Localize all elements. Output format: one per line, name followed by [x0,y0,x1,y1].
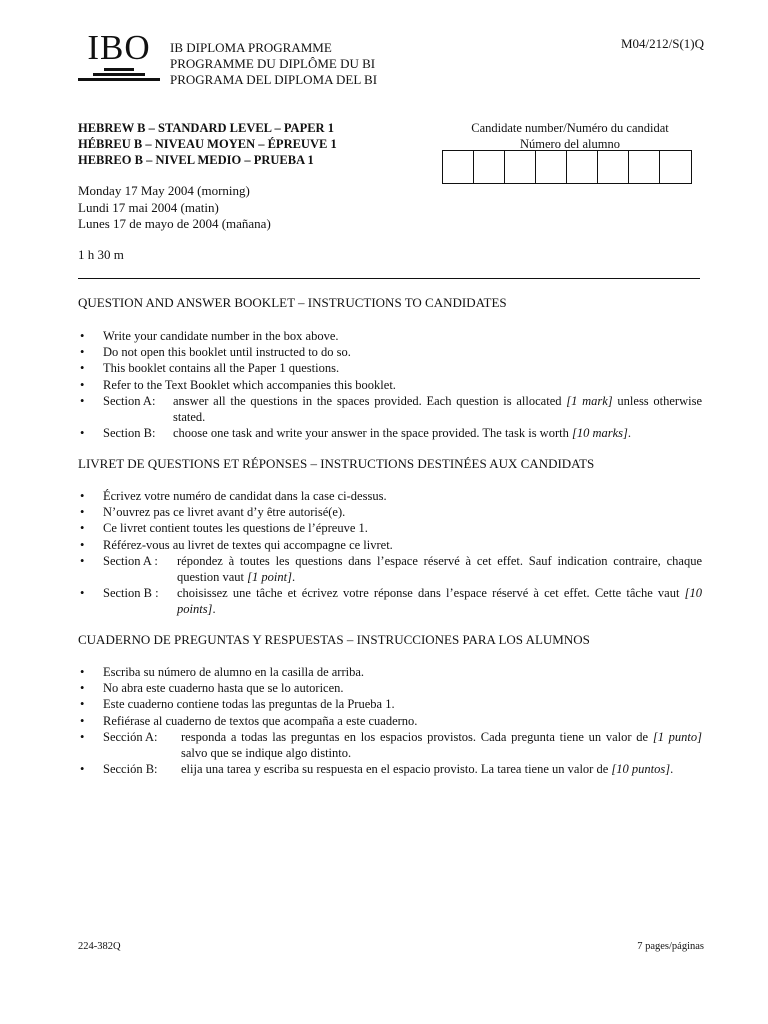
divider-rule [78,278,700,279]
list-item: • Refer to the Text Booklet which accompanies this booklet. [78,377,702,393]
section-a-text: répondez à toutes les questions dans l’espace réservé à cet effet. Sauf indication contraire, chaque question vaut [177,553,702,585]
programme-line-fr: PROGRAMME DU DIPLÔME DU BI [170,56,376,71]
section-b-text: choisissez une tâche et écrivez votre réponse dans l’espace réservé à cet effet. Cette tâche vaut [177,586,680,601]
logo-bars [78,68,160,81]
english-instructions-list [78,328,702,441]
spanish-instructions-title: CUADERNO DE PREGUNTAS Y RESPUESTAS – INSTRUCCIONES PARA LOS ALUMNOS [78,632,590,647]
candidate-label-line1: Candidate number/Numéro du candidat [471,121,669,135]
footer-page-count: 7 pages/páginas [637,941,704,952]
candidate-number-boxes[interactable] [442,150,692,184]
list-item: • This booklet contains all the Paper 1 questions. [78,360,702,376]
section-a-after: salvo que se indique algo distinto. [181,746,352,761]
candidate-number-label [440,120,700,152]
logo-text: IBO [87,28,151,67]
list-item [78,761,702,777]
list-item: • Écrivez votre numéro de candidat dans la case ci-dessus. [78,488,702,504]
section-b-mark: [10 puntos] [611,762,671,777]
footer-code: 224-382Q [78,941,121,952]
section-b-text: elija una tarea y escriba su respuesta en el espacio provisto. La tarea tiene un valor de [181,762,609,777]
list-item: • Ce livret contient toutes les questions de l’épreuve 1. [78,520,702,536]
candidate-digit-box[interactable] [505,151,536,183]
ibo-logo [78,30,160,83]
list-item [78,729,702,761]
section-a-text: responda a todas las preguntas en los espacios provistos. Cada pregunta tiene un valor de [181,729,649,744]
date-line-es: Lunes 17 de mayo de 2004 (mañana) [78,216,271,231]
spanish-instructions-list [78,664,702,777]
list-item: • No abra este cuaderno hasta que se lo autoricen. [78,680,702,696]
section-b-text: choose one task and write your answer in the space provided. The task is worth [173,426,569,441]
french-instructions-list [78,488,702,618]
list-item [78,393,702,425]
candidate-digit-box[interactable] [474,151,505,183]
candidate-digit-box[interactable] [660,151,691,183]
exam-duration: 1 h 30 m [78,247,124,262]
section-a-mark: [1 mark] [566,393,613,408]
section-a-after: . [291,570,296,585]
section-a-label: • Section A : [103,553,158,568]
list-item: • Este cuaderno contiene todas las preguntas de la Prueba 1. [78,696,702,712]
list-item: • Write your candidate number in the box above. [78,328,702,344]
exam-dates [78,183,271,233]
section-a-mark: [1 point] [247,570,292,585]
section-a-after: unless otherwise stated. [173,393,703,425]
date-line-en: Monday 17 May 2004 (morning) [78,183,250,198]
candidate-digit-box[interactable] [443,151,474,183]
date-line-fr: Lundi 17 mai 2004 (matin) [78,199,219,215]
paper-code: M04/212/S(1)Q [620,36,704,51]
list-item: • Escriba su número de alumno en la casilla de arriba. [78,664,702,680]
section-a-label: • Sección A: [103,729,158,744]
candidate-label-line2: Número del alumno [520,137,620,151]
candidate-digit-box[interactable] [567,151,598,183]
subject-title [78,120,337,168]
subject-line-en: HEBREW B – STANDARD LEVEL – PAPER 1 [78,121,334,135]
english-instructions-title: QUESTION AND ANSWER BOOKLET – INSTRUCTIONS TO CANDIDATES [78,295,507,310]
programme-title [170,40,377,88]
list-item: • Refiérase al cuaderno de textos que acompaña a este cuaderno. [78,713,702,729]
candidate-digit-box[interactable] [598,151,629,183]
section-b-label: • Sección B: [103,762,158,777]
section-b-after: . [212,602,216,617]
list-item: • Do not open this booklet until instructed to do so. [78,344,702,360]
section-a-text: answer all the questions in the spaces provided. Each question is allocated [173,393,562,408]
candidate-digit-box[interactable] [629,151,660,183]
list-item [78,585,702,617]
subject-line-es: HEBREO B – NIVEL MEDIO – PRUEBA 1 [78,153,314,167]
section-b-mark: [10 points] [177,586,702,617]
section-b-label: • Section B : [103,586,159,601]
section-a-mark: [1 punto] [652,729,703,744]
programme-line-en: IB DIPLOMA PROGRAMME [170,40,332,55]
list-item [78,553,702,585]
french-instructions-title: LIVRET DE QUESTIONS ET RÉPONSES – INSTRUCTIONS DESTINÉES AUX CANDIDATS [78,456,595,471]
programme-line-es: PROGRAMA DEL DIPLOMA DEL BI [170,72,378,87]
subject-line-fr: HÉBREU B – NIVEAU MOYEN – ÉPREUVE 1 [78,137,337,151]
section-b-mark: [10 marks] [571,426,628,441]
section-b-after: . [670,762,674,777]
list-item: • N’ouvrez pas ce livret avant d’y être autorisé(e). [78,504,702,520]
section-a-label: • Section A: [103,393,156,408]
list-item: • Référez-vous au livret de textes qui accompagne ce livret. [78,537,702,553]
section-b-label: • Section B: [103,426,156,441]
candidate-digit-box[interactable] [536,151,567,183]
section-b-after: . [627,426,632,441]
list-item [78,425,702,441]
